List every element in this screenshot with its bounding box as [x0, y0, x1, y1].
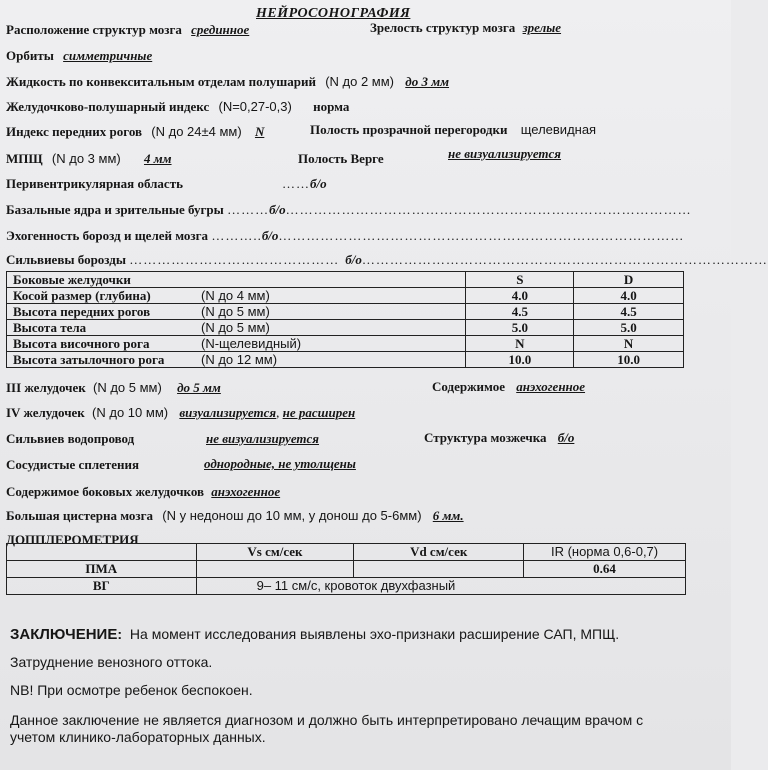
- echo-label: Эхогенность борозд и щелей мозга: [6, 228, 209, 243]
- location-label: Расположение структур мозга: [6, 22, 182, 37]
- doppler-vg-label: ВГ: [7, 578, 197, 595]
- doppler-pma-vd: [354, 561, 524, 578]
- table-row: [7, 304, 684, 320]
- doppler-pma-ir: 0.64: [524, 561, 686, 578]
- row-fluid: [6, 74, 449, 89]
- row-v3-content: [432, 379, 585, 394]
- cistern-norm: (N у недонош до 10 мм, у донош до 5-6мм): [162, 508, 422, 523]
- horns-label: Индекс передних рогов: [6, 124, 143, 139]
- septum-label: Полость прозрачной перегородки: [310, 122, 508, 137]
- table-cell-s: 5.0: [466, 320, 574, 336]
- table-cell-s: 10.0: [466, 352, 574, 368]
- aqueduct-label: Сильвиев водопровод: [6, 431, 135, 446]
- vhi-norm: (N=0,27-0,3): [218, 99, 292, 114]
- conclusion-line-1: ЗАКЛЮЧЕНИЕ: На момент исследования выявлены эхо-признаки расширение САП, МПЩ.: [10, 626, 620, 643]
- row-echo: [6, 228, 690, 243]
- row-aqueduct: [6, 431, 134, 446]
- doppler-pma-vs: [196, 561, 354, 578]
- septum-value: щелевидная: [520, 122, 597, 137]
- row-basal: [6, 202, 690, 217]
- conclusion-line-3: NB! При осмотре ребенок беспокоен.: [10, 682, 253, 698]
- ventricles-table: [6, 271, 684, 368]
- echo-tail: ……………………………………………………………………………: [278, 228, 685, 243]
- row-cistern: [6, 508, 464, 523]
- table-cell-d: 4.5: [574, 304, 684, 320]
- location-value: срединное: [191, 22, 250, 37]
- plexus-value-wrap: [204, 456, 356, 471]
- doppler-row-pma: [7, 561, 686, 578]
- plexus-value: однородные, не утолщены: [204, 456, 356, 471]
- conclusion-line-2: Затруднение венозного оттока.: [10, 654, 213, 670]
- table-cell-d: 4.0: [574, 288, 684, 304]
- row-orbits: [6, 48, 152, 63]
- row-periv: [6, 176, 183, 191]
- basal-value: б/о: [269, 202, 286, 217]
- table-cell-d: N: [574, 336, 684, 352]
- vhi-value: норма: [313, 99, 350, 114]
- aqueduct-value: не визуализируется: [206, 431, 320, 446]
- table-header-d: D: [574, 272, 684, 288]
- cistern-label: Большая цистерна мозга: [6, 508, 154, 523]
- row-vhi: [6, 99, 349, 114]
- table-row: [7, 320, 684, 336]
- sylv-value: б/о: [345, 252, 362, 267]
- v3-content-value: анэхогенное: [516, 379, 586, 394]
- periv-dots: ……: [282, 176, 310, 191]
- basal-tail: ……………………………………………………………………………: [285, 202, 692, 217]
- table-cell-s: 4.5: [466, 304, 574, 320]
- horns-norm: (N до 24±4 мм): [151, 124, 242, 139]
- table-header-ventricles: Боковые желудочки: [7, 272, 466, 288]
- table-cell-d: 5.0: [574, 320, 684, 336]
- v4-norm: (N до 10 мм): [92, 405, 169, 420]
- periv-value-wrap: [282, 176, 327, 191]
- echo-value: б/о: [261, 228, 279, 243]
- echo-dots: ………..: [211, 228, 262, 243]
- conclusion-label: ЗАКЛЮЧЕНИЕ: [10, 626, 118, 643]
- ihf-value: 4 мм: [143, 151, 172, 166]
- row-sylv: [6, 252, 768, 267]
- row-plexus: [6, 457, 139, 472]
- doppler-table: [6, 543, 686, 595]
- fluid-label: Жидкость по конвекситальным отделам полушарий: [6, 74, 316, 89]
- vhi-label: Желудочково-полушарный индекс: [6, 99, 210, 114]
- doppler-title: ДОППЛЕРОМЕТРИЯ: [6, 532, 139, 547]
- orbits-label: Орбиты: [6, 48, 54, 63]
- doppler-header-row: [7, 544, 686, 561]
- row-septum: [310, 122, 596, 137]
- v3-label: III желудочек: [6, 380, 86, 395]
- table-cell-name: Высота височного рога (N-щелевидный): [7, 336, 466, 352]
- periv-value: б/о: [310, 176, 327, 191]
- sylv-dots: ………………………………………: [129, 252, 340, 267]
- page-title: НЕЙРОСОНОГРАФИЯ: [256, 6, 411, 21]
- table-cell-s: N: [466, 336, 574, 352]
- fluid-norm: (N до 2 мм): [325, 74, 395, 89]
- cerebellum-value: б/о: [557, 430, 575, 445]
- ihf-label: МПЩ: [6, 151, 43, 166]
- table-cell-d: 10.0: [574, 352, 684, 368]
- plexus-label: Сосудистые сплетения: [6, 457, 140, 472]
- doppler-pma-label: ПМА: [7, 561, 197, 578]
- lateral-content-label: Содержимое боковых желудочков: [6, 484, 205, 499]
- maturity-value: зрелые: [522, 20, 562, 35]
- maturity-label: Зрелость структур мозга: [370, 20, 516, 35]
- table-row: [7, 352, 684, 368]
- sylv-label: Сильвиевы борозды: [6, 252, 127, 267]
- row-v4: IV желудочек (N до 10 мм) визуализируется, не расширен: [6, 405, 356, 420]
- row-lateral-content: [6, 484, 280, 499]
- fluid-value: до 3 мм: [405, 74, 450, 89]
- row-cerebellum: [424, 430, 574, 445]
- aqueduct-value-wrap: [206, 431, 319, 446]
- doppler-row-vg: [7, 578, 686, 595]
- lateral-content-value: анэхогенное: [211, 484, 281, 499]
- row-v3: [6, 380, 221, 395]
- orbits-value: симметричные: [63, 48, 153, 63]
- table-row: [7, 288, 684, 304]
- horns-value: N: [254, 124, 265, 139]
- row-horns: [6, 124, 264, 139]
- table-cell-s: 4.0: [466, 288, 574, 304]
- v4-value-a: визуализируется: [179, 405, 277, 420]
- doppler-header-empty: [7, 544, 197, 561]
- row-verga: [298, 151, 384, 166]
- v3-value: до 5 мм: [177, 380, 221, 395]
- conclusion-line-5: учетом клинико-лабораторных данных.: [10, 729, 266, 745]
- verga-label: Полость Верге: [298, 151, 384, 166]
- doppler-header-vs: Vs см/сек: [196, 544, 354, 561]
- ihf-norm: (N до 3 мм): [51, 151, 121, 166]
- table-cell-name: Высота тела (N до 5 мм): [7, 320, 466, 336]
- doppler-header-vd: Vd см/сек: [354, 544, 524, 561]
- conclusion-text: На момент исследования выявлены эхо-признаки расширение САП, МПЩ.: [129, 626, 620, 642]
- v3-content-label: Содержимое: [432, 379, 505, 394]
- row-location: [6, 22, 249, 37]
- verga-value: не визуализируется: [448, 146, 562, 161]
- table-cell-name: Косой размер (глубина) (N до 4 мм): [7, 288, 466, 304]
- row-maturity: [370, 20, 561, 35]
- table-cell-name: Высота затылочного рога (N до 12 мм): [7, 352, 466, 368]
- table-row: [7, 336, 684, 352]
- basal-label: Базальные ядра и зрительные бугры: [6, 202, 224, 217]
- cistern-value: 6 мм.: [432, 508, 464, 523]
- row-ihf: [6, 151, 172, 166]
- table-header-s: S: [466, 272, 574, 288]
- doppler-header-ir: IR (норма 0,6-0,7): [524, 544, 686, 561]
- v4-label: IV желудочек: [6, 405, 85, 420]
- cerebellum-label: Структура мозжечка: [424, 430, 547, 445]
- table-cell-name: Высота передних рогов (N до 5 мм): [7, 304, 466, 320]
- v3-norm: (N до 5 мм): [93, 380, 162, 395]
- sylv-tail: ……………………………………………………………………………: [361, 252, 768, 267]
- periv-label: Перивентрикулярная область: [6, 176, 183, 191]
- basal-dots: ………: [227, 202, 270, 217]
- v4-value-b: не расширен: [282, 405, 356, 420]
- verga-value-wrap: [448, 146, 561, 161]
- conclusion-line-4: Данное заключение не является диагнозом и должно быть интерпретировано лечащим врачом с: [10, 712, 644, 728]
- table-header-row: [7, 272, 684, 288]
- doppler-vg-value: 9– 11 см/с, кровоток двухфазный: [196, 578, 685, 595]
